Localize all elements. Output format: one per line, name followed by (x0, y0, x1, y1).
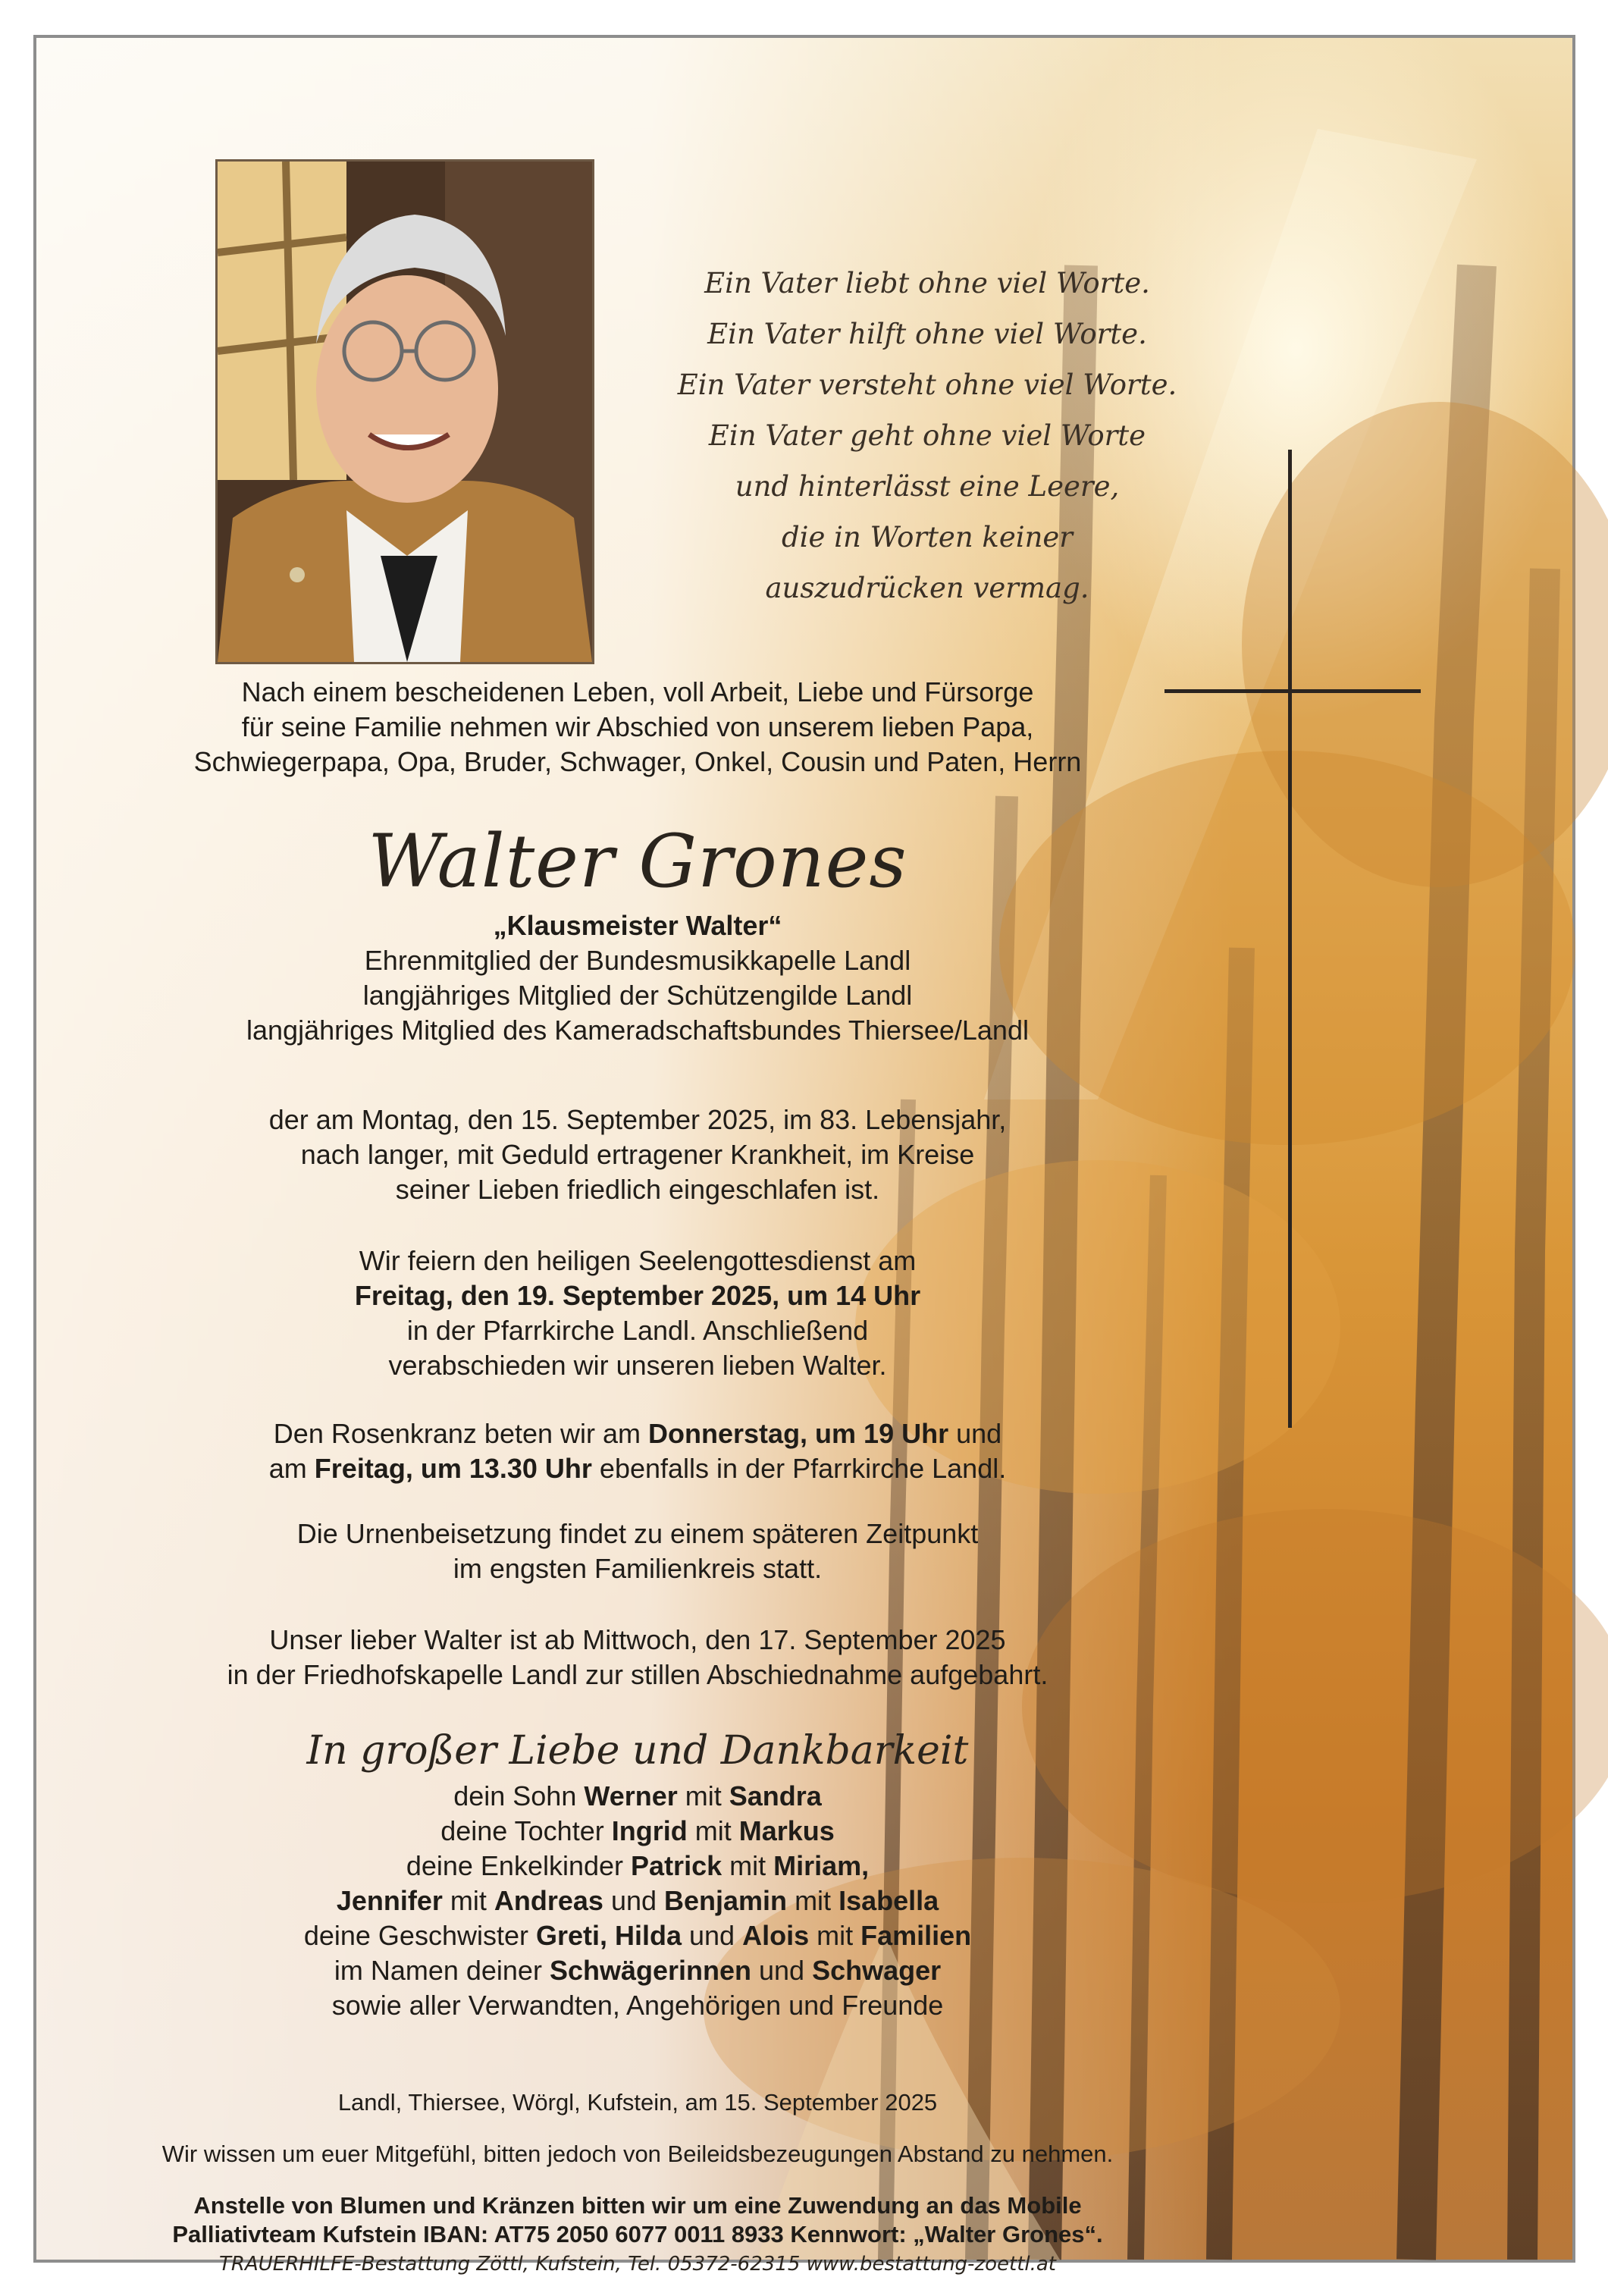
condolence-text: Wir wissen um euer Mitgefühl, bitten jedoch von Beileidsbezeugungen Abstand zu nehmen. (161, 2141, 1114, 2167)
burial-line: im engsten Familienkreis statt. (453, 1553, 823, 1584)
intro-line: Nach einem bescheidenen Leben, voll Arbeit, Liebe und Fürsorge (241, 676, 1034, 707)
portrait-illustration (218, 162, 592, 662)
nickname: „Klausmeister Walter“ (493, 910, 782, 941)
donation-line: Anstelle von Blumen und Kränzen bitten wir um eine Zuwendung an das Mobile (193, 2192, 1082, 2219)
poem (613, 258, 1242, 613)
poem-line: Ein Vater geht ohne viel Worte (708, 419, 1146, 452)
family-line: deine Tochter Ingrid mit Markus (440, 1815, 835, 1846)
funeral-home-footer (36, 2252, 1239, 2276)
intro-line: für seine Familie nehmen wir Abschied von unserem lieben Papa, (241, 711, 1034, 742)
intro-text (36, 675, 1239, 779)
poem-line: auszudrücken vermag. (765, 572, 1089, 604)
mass-line: Wir feiern den heiligen Seelengottesdienst am (359, 1245, 917, 1276)
family-line: Jennifer mit Andreas und Benjamin mit Isabella (336, 1885, 939, 1916)
membership-line: langjähriges Mitglied der Schützengilde Landl (362, 980, 913, 1011)
footer-text: TRAUERHILFE-Bestattung Zöttl, Kufstein, Tel. 05372-62315 www.bestattung-zoettl.at (219, 2253, 1056, 2276)
rosary-info (36, 1416, 1239, 1486)
burial-info (36, 1517, 1239, 1586)
mass-line: in der Pfarrkirche Landl. Anschließend (406, 1315, 869, 1346)
closing-phrase: In großer Liebe und Dankbarkeit (306, 1728, 969, 1774)
rosary-line: am Freitag, um 13.30 Uhr ebenfalls in der Pfarrkirche Landl. (268, 1453, 1007, 1484)
poem-line: und hinterlässt eine Leere, (735, 470, 1120, 503)
poem-line: Ein Vater versteht ohne viel Worte. (677, 369, 1177, 401)
mass-info (36, 1244, 1239, 1383)
mass-date: Freitag, den 19. September 2025, um 14 Uhr (354, 1280, 921, 1311)
cross-icon (1288, 450, 1292, 1428)
viewing-line: Unser lieber Walter ist ab Mittwoch, den 17. September 2025 (269, 1624, 1006, 1655)
death-line: nach langer, mit Geduld ertragener Krankheit, im Kreise (300, 1139, 975, 1170)
poem-line: Ein Vater hilft ohne viel Worte. (707, 318, 1147, 350)
donation-line: Palliativteam Kufstein IBAN: AT75 2050 6077 0011 8933 Kennwort: „Walter Grones“. (172, 2221, 1103, 2247)
family-line: im Namen deiner Schwägerinnen und Schwager (334, 1955, 942, 1986)
family-line: dein Sohn Werner mit Sandra (453, 1780, 822, 1811)
portrait-photo (215, 159, 594, 664)
death-notice (36, 1103, 1239, 1207)
donation-request (36, 2191, 1239, 2249)
family-line: deine Geschwister Greti, Hilda und Alois mit Familien (303, 1920, 972, 1951)
intro-line: Schwiegerpapa, Opa, Bruder, Schwager, Onkel, Cousin und Paten, Herrn (193, 746, 1082, 777)
viewing-info (36, 1623, 1239, 1692)
deceased-name: Walter Grones (368, 819, 907, 904)
viewing-line: in der Friedhofskapelle Landl zur stillen Abschiednahme aufgebahrt. (227, 1659, 1048, 1690)
condolence-note (36, 2137, 1239, 2172)
rosary-line: Den Rosenkranz beten wir am Donnerstag, um 19 Uhr und (273, 1418, 1002, 1449)
family-line: deine Enkelkinder Patrick mit Miriam, (406, 1850, 870, 1881)
obituary-page (33, 35, 1575, 2276)
death-line: der am Montag, den 15. September 2025, im 83. Lebensjahr, (268, 1104, 1007, 1135)
mass-line: verabschieden wir unseren lieben Walter. (388, 1350, 887, 1381)
membership-line: Ehrenmitglied der Bundesmusikkapelle Landl (364, 945, 911, 976)
family-list (36, 1779, 1239, 2023)
memberships (36, 908, 1239, 1048)
burial-line: Die Urnenbeisetzung findet zu einem späteren Zeitpunkt (296, 1518, 979, 1549)
family-line: sowie aller Verwandten, Angehörigen und Freunde (331, 1990, 944, 2021)
membership-line: langjähriges Mitglied des Kameradschaftsbundes Thiersee/Landl (246, 1015, 1029, 1046)
poem-line: die in Worten keiner (781, 521, 1073, 554)
place-date-text: Landl, Thiersee, Wörgl, Kufstein, am 15. September 2025 (337, 2089, 938, 2116)
poem-line: Ein Vater liebt ohne viel Worte. (704, 267, 1150, 300)
death-line: seiner Lieben friedlich eingeschlafen ist. (395, 1174, 880, 1205)
place-date (36, 2085, 1239, 2120)
